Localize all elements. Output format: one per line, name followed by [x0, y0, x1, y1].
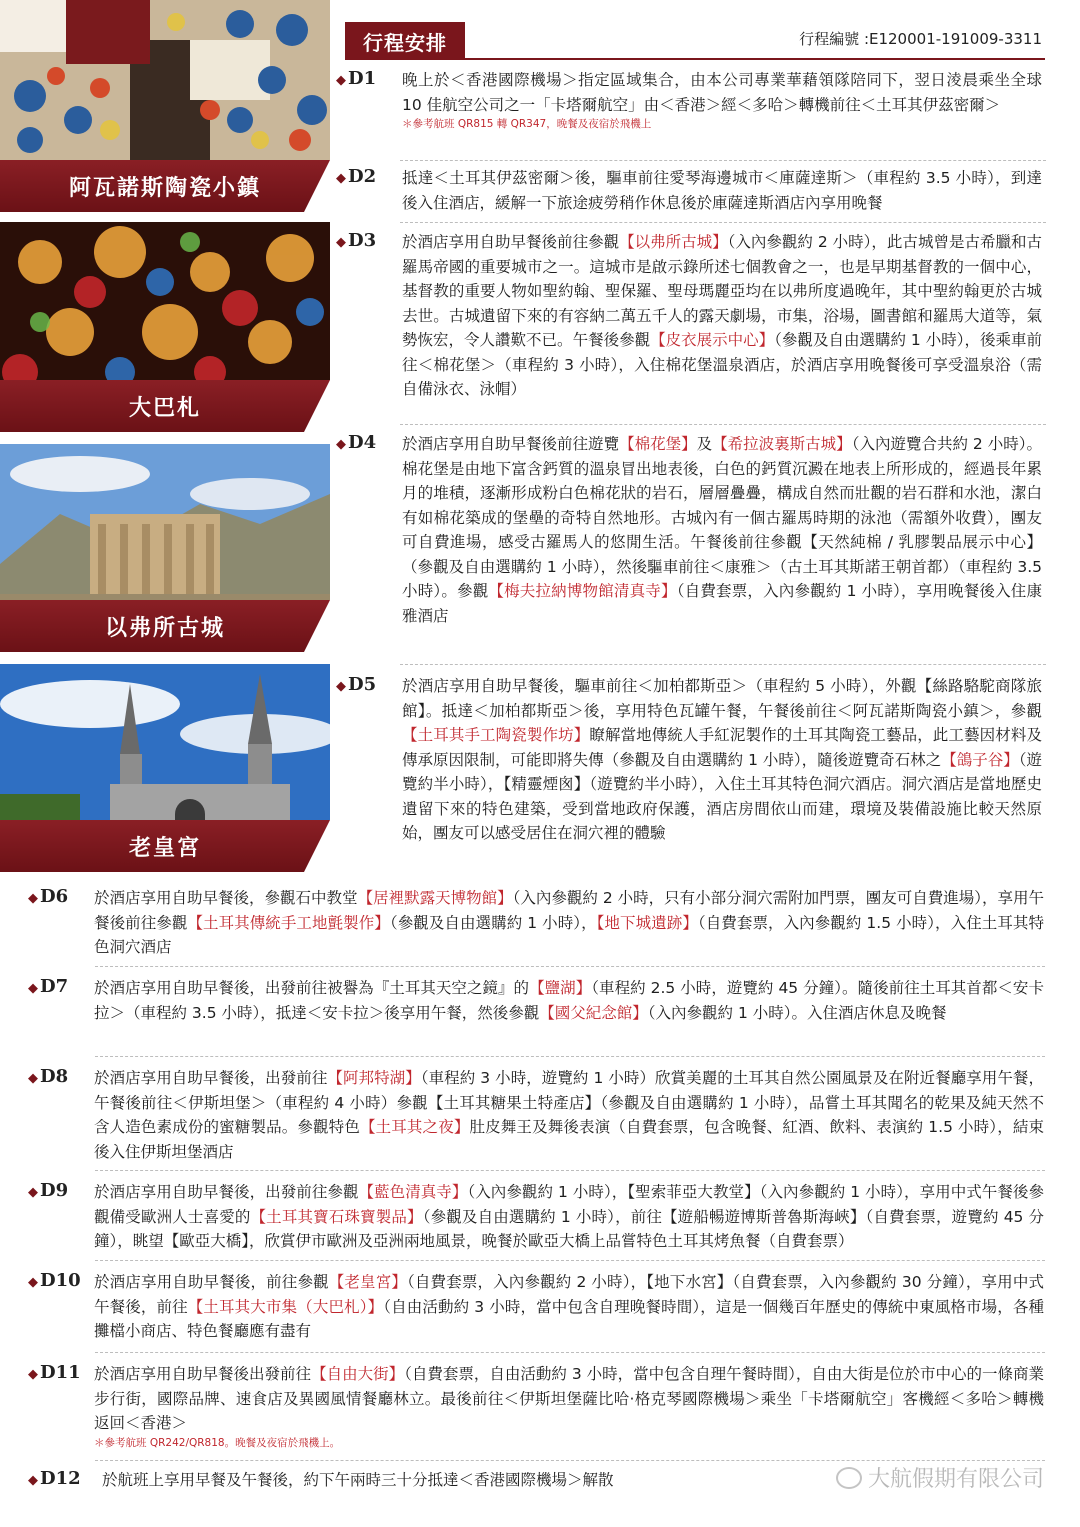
highlight: 【老皇宮】: [328, 1273, 407, 1291]
day-text: 於酒店享用自助早餐後，出發前往參觀【藍色清真寺】（入內參觀約 1 小時），【聖索菲亞大教堂】（入內參觀約 1 小時），享用中式午餐後參觀備受歐洲人士喜愛的【土耳其寶石珠寶製品】（參觀及自由選購約 1 小時），前往【遊船暢遊博斯普魯斯海峽】（自費套票，遊覽約 45 分鐘），眺望【歐亞大橋】，欣賞伊市歐洲及亞洲兩地風景，晚餐於歐亞大橋上品嘗特色土耳其烤魚餐（自費套票）: [94, 1183, 1044, 1250]
highlight: 【自由大街】: [311, 1365, 405, 1383]
highlight: 【希拉波裏斯古城】: [712, 435, 852, 453]
day-text: 於酒店享用自助早餐後前往遊覽【棉花堡】及【希拉波裏斯古城】（入內遊覽合共約 2 小時）。棉花堡是由地下富含鈣質的溫泉冒出地表後，白色的鈣質沉澱在地表上所形成的，經過長年累月的堆積，逐漸形成粉白色棉花狀的岩石，層層疊疊，構成自然而壯觀的岩石群和水池，潔白有如棉花築成的堡壘的奇特自然地形。古城內有一個古羅馬時期的泳池（需額外收費），團友可自費進場，感受古羅馬人的悠閒生活。午餐後前往參觀【天然純棉 / 乳膠製品展示中心】（參觀及自由選購約 1 小時），然後驅車前往＜康雅＞（古土耳其斯諾王朝首都）（車程約 3.5 小時）。參觀【梅夫拉納博物館清真寺】（自費套票，入內參觀約 1 小時），享用晚餐後入住康雅酒店: [402, 435, 1042, 625]
header-rule: [345, 58, 1045, 60]
day-label: ◆ D9: [28, 1180, 69, 1201]
day-text: 於酒店享用自助早餐後出發前往【自由大街】（自費套票，自由活動約 3 小時，當中包含自理午餐時間），自由大街是位於市中心的一條商業步行街，國際品牌、速食店及異國風情餐廳林立。最後前往＜伊斯坦堡薩比哈·格克琴國際機場＞乘坐「卡塔爾航空」客機經＜多哈＞轉機返回＜香港＞ ＊參考航班 QR242/QR818。晚餐及夜宿於飛機上。: [94, 1365, 1044, 1449]
day-label: ◆ D8: [28, 1066, 69, 1087]
highlight: 【以弗所古城】: [619, 233, 728, 251]
highlight: 【土耳其寶石珠寶製品】: [250, 1207, 423, 1226]
diamond-icon: ◆: [28, 1071, 38, 1086]
separator: [400, 160, 1046, 161]
photo-caption: 大巴札: [0, 380, 330, 432]
highlight: 【國父紀念館】: [539, 1003, 648, 1022]
highlight: 【鴿子谷】: [941, 750, 1019, 769]
photo-topkapi: [0, 664, 330, 872]
day-text: [402, 68, 1042, 131]
separator: [95, 966, 1045, 967]
day-block: [336, 166, 1046, 218]
photo-caption: 以弗所古城: [0, 600, 330, 652]
day-label: ◆ D11: [28, 1362, 81, 1383]
day-label: ◆ D4: [336, 432, 377, 453]
highlight: 【地下城遺跡】: [596, 913, 698, 932]
diamond-icon: ◆: [336, 235, 346, 250]
day-description: 晚上於＜香港國際機場＞指定區域集合，由本公司專業華藉領隊陪同下，翌日淩晨乘坐全球 10 佳航空公司之一「卡塔爾航空」由＜香港＞經＜多哈＞轉機前往＜土耳其伊茲密爾＞: [402, 71, 1042, 114]
separator: [400, 664, 1046, 665]
itinerary-code: 行程編號 :E120001-191009-3311: [799, 30, 1042, 48]
separator: [95, 1260, 1045, 1261]
separator: [95, 1056, 1045, 1057]
diamond-icon: ◆: [28, 1473, 38, 1488]
highlight: 【藍色清真寺】: [358, 1183, 468, 1201]
photo-grand-bazaar: [0, 222, 330, 432]
separator: [95, 1460, 1045, 1461]
banner-corner: [304, 820, 330, 872]
separator: [400, 222, 1046, 223]
day-description: 於航班上享用早餐及午餐後，約下午兩時三十分抵達＜香港國際機場＞解散: [102, 1471, 614, 1489]
day-block: [336, 68, 1046, 160]
diamond-icon: ◆: [28, 891, 38, 906]
highlight: 【居裡默露天博物館】: [357, 889, 513, 907]
highlight: 【土耳其大市集（大巴札）】: [187, 1297, 384, 1316]
day-label: ◆ D5: [336, 674, 377, 695]
highlight: 【梅夫拉納博物館清真寺】: [488, 582, 677, 600]
separator: [400, 424, 1046, 425]
day-text: 於酒店享用自助早餐後，出發前往被譽為『土耳其天空之鏡』的【鹽湖】（車程約 2.5 小時，遊覽約 45 分鐘）。隨後前往土耳其首都＜安卡拉＞（車程約 3.5 小時），抵達＜安卡拉＞後享用午餐，然後參觀【國父紀念館】（入內參觀約 1 小時）。入住酒店休息及晚餐: [94, 979, 1044, 1022]
day-label: ◆ D12: [28, 1468, 81, 1489]
highlight: 【阿邦特湖】: [327, 1069, 421, 1087]
separator: [95, 1352, 1045, 1353]
day-text: 於酒店享用自助早餐後，驅車前往＜加柏都斯亞＞（車程約 5 小時），外觀【絲路駱駝商隊旅館】。抵達＜加柏都斯亞＞後，享用特色瓦罐午餐，午餐後前往＜阿瓦諾斯陶瓷小鎮＞，參觀【土耳其手工陶瓷製作坊】瞭解當地傳統人手紅泥製作的土耳其陶瓷工藝品，此工藝因材料及傳承原因限制，可能即將失傳（參觀及自由選購約 1 小時），隨後遊覽奇石林之【鴿子谷】（遊覽約半小時），【精靈煙囪】（遊覽約半小時），入住土耳其特色洞穴酒店。洞穴酒店是當地歷史遺留下來的特色建築，受到當地政府保護，酒店房間依山而建，環境及裝備設施比較天然原始，團友可以感受居住在洞穴裡的體驗: [402, 677, 1042, 842]
diamond-icon: ◆: [336, 679, 346, 694]
diamond-icon: ◆: [336, 171, 346, 186]
highlight: 【皮衣展示中心】: [650, 331, 775, 349]
wechat-icon: [836, 1467, 862, 1489]
diamond-icon: ◆: [28, 1367, 38, 1382]
watermark-text: 大航假期有限公司: [867, 1467, 1044, 1492]
day-text: 於酒店享用自助早餐後，出發前往【阿邦特湖】（車程約 3 小時，遊覽約 1 小時）欣賞美麗的土耳其自然公園風景及在附近餐廳享用午餐，午餐後前往＜伊斯坦堡＞（車程約 4 小時）參觀【土耳其糖果土特產店】（參觀及自由選購約 1 小時），品嘗土耳其聞名的乾果及純天然不含人造色素成份的蜜糖製品。參觀特色【土耳其之夜】肚皮舞王及舞後表演（自費套票，包含晚餐、紅酒、飲料、表演約 1.5 小時），結束後入住伊斯坦堡酒店: [94, 1069, 1044, 1161]
photo-caption: 老皇宮: [0, 820, 330, 872]
day-label: ◆ D2: [336, 166, 377, 187]
separator: [95, 1170, 1045, 1171]
highlight: 【土耳其手工陶瓷製作坊】: [402, 726, 590, 744]
day-label: ◆ D3: [336, 230, 377, 251]
day-label: ◆ D6: [28, 886, 69, 907]
flight-note: ＊參考航班 QR815 轉 QR347，晚餐及夜宿於飛機上: [402, 118, 652, 130]
day-description: 抵達＜土耳其伊茲密爾＞後，驅車前往愛琴海邊城市＜庫薩達斯＞（車程約 3.5 小時），到達後入住酒店，緩解一下旅途疲勞稍作休息後於庫薩達斯酒店內享用晚餐: [402, 169, 1042, 212]
diamond-icon: ◆: [28, 981, 38, 996]
photo-avanos-pottery: [0, 0, 330, 212]
day-label: ◆ D7: [28, 976, 69, 997]
day-text: 於酒店享用自助早餐後，前往參觀【老皇宮】（自費套票，入內參觀約 2 小時），【地下水宮】（自費套票，入內參觀約 30 分鐘），享用中式午餐後，前往【土耳其大市集（大巴札）】（自由活動約 3 小時，當中包含自理晚餐時間），這是一個幾百年歷史的傳統中東風格市場，各種攤檔小商店、特色餐廳應有盡有: [94, 1273, 1044, 1340]
banner-corner: [304, 380, 330, 432]
day-text: 於酒店享用自助早餐後，參觀石中教堂【居裡默露天博物館】（入內參觀約 2 小時，只有小部分洞穴需附加門票，團友可自費進場），享用午餐後前往參觀【土耳其傳統手工地氈製作】（參觀及自由選購約 1 小時），【地下城遺跡】（自費套票，入內參觀約 1.5 小時），入住土耳其特色洞穴酒店: [94, 889, 1044, 956]
day-label: ◆ D1: [336, 68, 377, 89]
flight-note: ＊參考航班 QR242/QR818。晚餐及夜宿於飛機上。: [94, 1436, 341, 1449]
highlight: 【土耳其之夜】: [359, 1118, 470, 1136]
photo-caption: 阿瓦諾斯陶瓷小鎮: [0, 160, 330, 212]
diamond-icon: ◆: [28, 1185, 38, 1200]
banner-corner: [304, 160, 330, 212]
diamond-icon: ◆: [336, 437, 346, 452]
highlight: 【鹽湖】: [529, 979, 592, 997]
banner-corner: [304, 600, 330, 652]
diamond-icon: ◆: [336, 73, 346, 88]
watermark: [836, 1462, 1044, 1493]
day-text: 於酒店享用自助早餐後前往參觀【以弗所古城】（入內參觀約 2 小時），此古城曾是古希臘和古羅馬帝國的重要城市之一。這城市是啟示錄所述七個教會之一，也是早期基督教的一個中心，基督教的重要人物如聖約翰、聖保羅、聖母瑪麗亞均在以弗所度過晚年，其中聖約翰更於古城去世。古城遺留下來的有容納二萬五千人的露天劇場，市集，浴場，圖書館和羅馬大道等，氣勢恢宏，令人讚歎不已。午餐後參觀【皮衣展示中心】（參觀及自由選購約 1 小時），後乘車前往＜棉花堡＞（車程約 3 小時），入住棉花堡溫泉酒店，於酒店享用晚餐後可享受溫泉浴（需自備泳衣、泳帽）: [402, 233, 1042, 398]
highlight: 【土耳其傳統手工地氈製作】: [187, 913, 390, 932]
section-title: 行程安排: [345, 22, 465, 60]
photo-ephesus: [0, 444, 330, 652]
highlight: 【棉花堡】: [619, 435, 697, 453]
day-label: ◆ D10: [28, 1270, 81, 1291]
diamond-icon: ◆: [28, 1275, 38, 1290]
